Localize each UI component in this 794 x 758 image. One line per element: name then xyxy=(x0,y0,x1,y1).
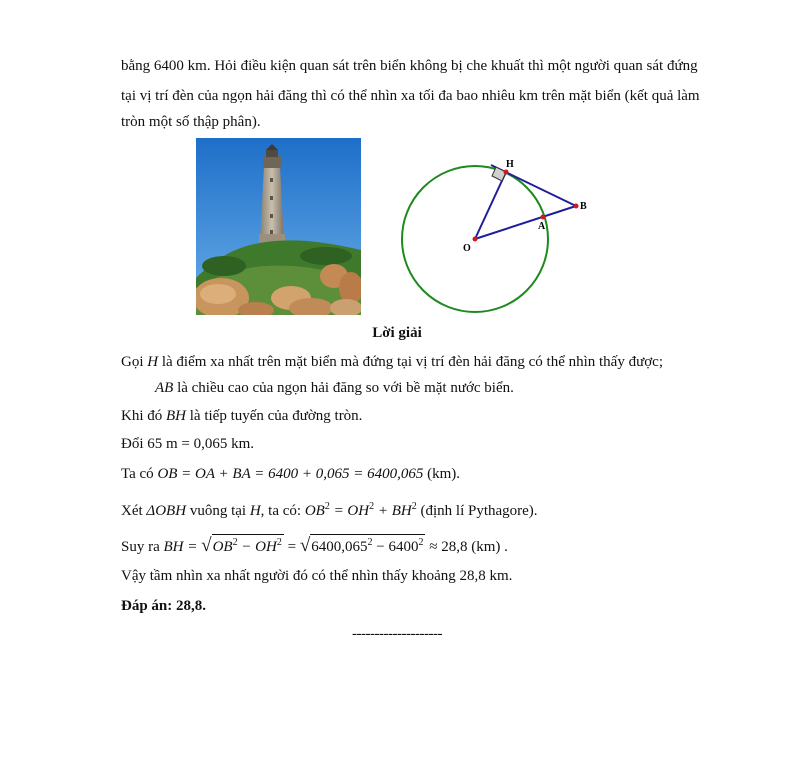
solution-line-7: Suy ra BH = $√OB^2 - OH^2 = √6400,065^2 - 6400^2 \approx 28,8$ (km) . xyxy=(121,535,508,556)
solution-line-1: Gọi H là điểm xa nhất trên mặt biển mà đứng tại vị trí đèn hải đăng có thể nhìn thấy được; xyxy=(121,354,663,370)
divider: -------------------- xyxy=(352,626,442,642)
point-h xyxy=(504,170,509,175)
lighthouse-photo xyxy=(196,138,361,315)
solution-line-8: Vậy tầm nhìn xa nhất người đó có thể nhìn thấy khoảng 28,8 km. xyxy=(121,568,513,584)
solution-line-2: AB là chiều cao của ngọn hải đăng so với bề mặt nước biển. xyxy=(155,380,514,396)
answer-line: Đáp án: 28,8. xyxy=(121,598,207,614)
problem-line-1: bằng 6400 km. Hỏi điều kiện quan sát trên biển không bị che khuất thì một người quan sát đứng xyxy=(121,58,698,74)
solution-line-5: Ta có OB = OA + BA = 6400 + 0,065 = 6400,065 (km). xyxy=(121,466,460,482)
point-o xyxy=(473,237,478,242)
problem-line-3: tròn một số thập phân). xyxy=(121,114,261,130)
geometry-diagram xyxy=(395,155,610,320)
segment-oh xyxy=(475,172,506,239)
segment-ob xyxy=(475,206,576,239)
label-b: B xyxy=(580,201,587,212)
solution-line-4: Đổi 65 m = 0,065 km. xyxy=(121,436,255,452)
label-o: O xyxy=(463,243,471,254)
solution-title: Lời giải xyxy=(372,325,422,341)
label-h: H xyxy=(506,159,514,170)
label-a: A xyxy=(538,221,546,232)
solution-line-6: Xét ΔOBH vuông tại H, ta có: $OB^2 = OH^2 + BH^2$ (định lí Pythagore). xyxy=(121,501,538,519)
problem-line-2: tại vị trí đèn của ngọn hải đăng thì có thể nhìn xa tối đa bao nhiêu km trên mặt biển (kết quả làm xyxy=(121,88,700,104)
solution-line-3: Khi đó BH là tiếp tuyến của đường tròn. xyxy=(121,408,363,424)
point-b xyxy=(574,204,579,209)
point-a xyxy=(541,215,546,220)
